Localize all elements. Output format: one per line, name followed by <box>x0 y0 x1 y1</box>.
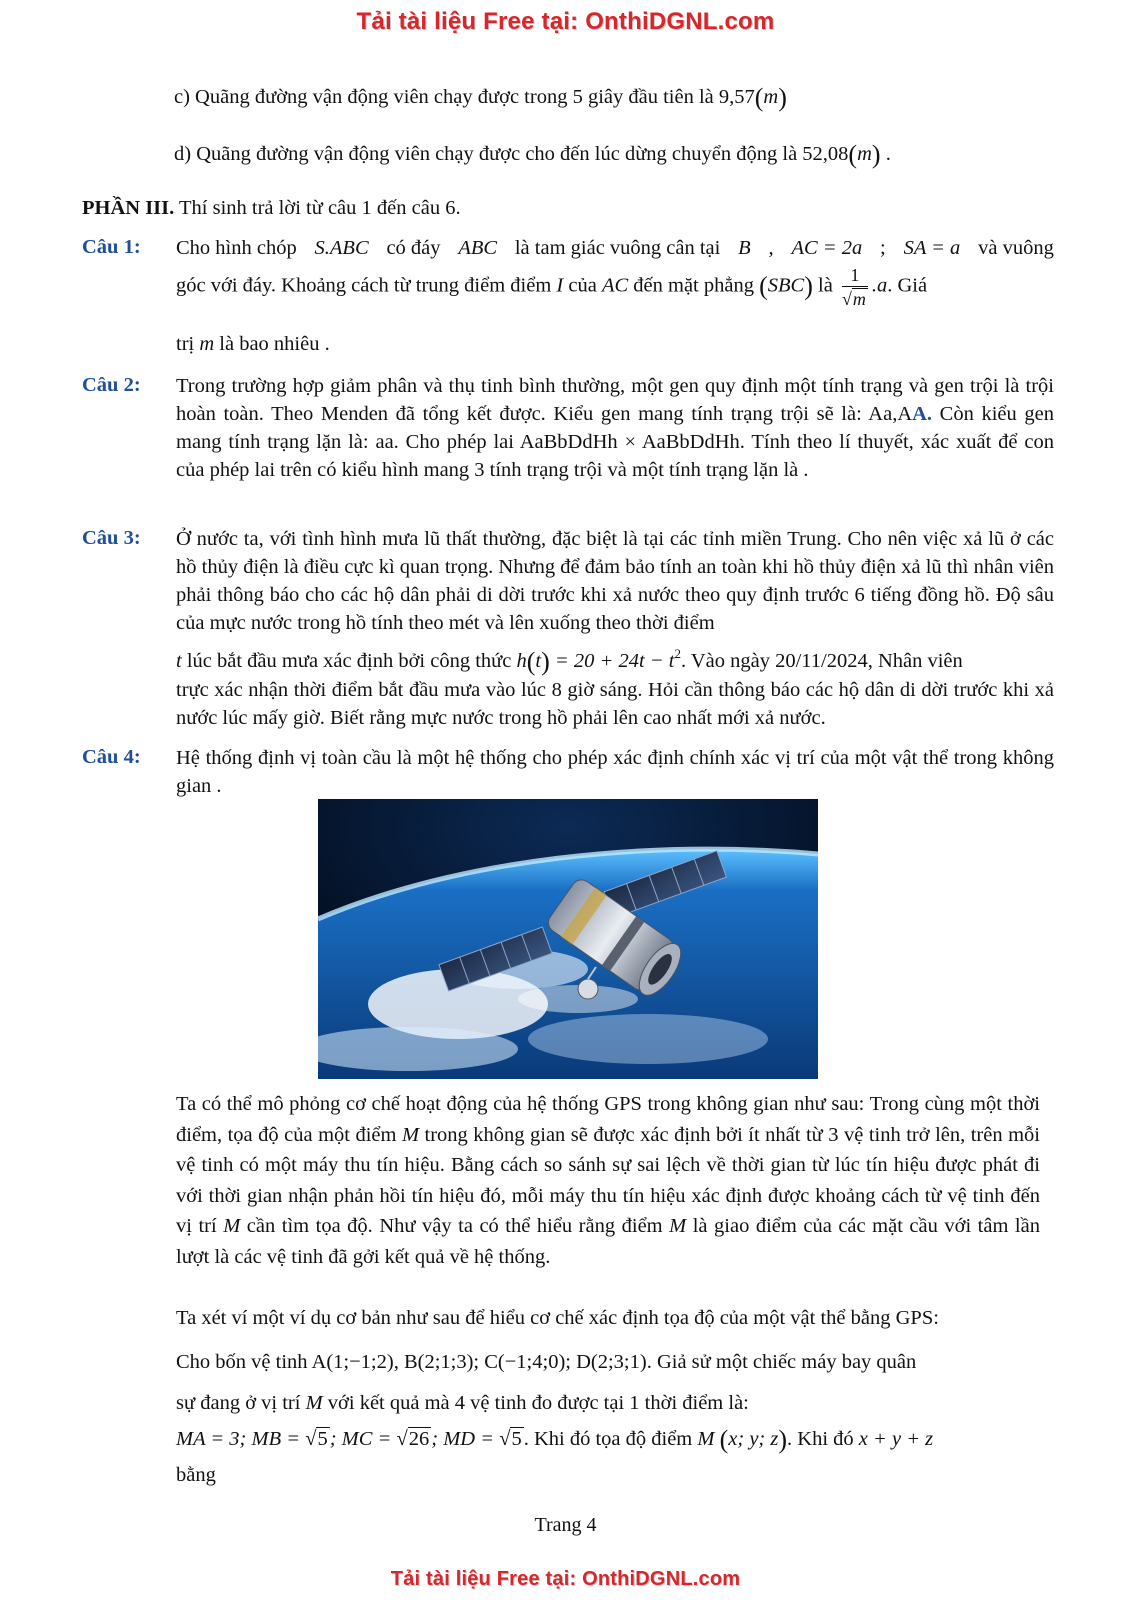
question-4-paragraph-2: Ta xét ví một ví dụ cơ bản như sau để hiểu cơ chế xác định tọa độ của một vật thể bằng GPS: <box>176 1307 939 1329</box>
part-3-title: PHẦN III. <box>82 197 175 219</box>
part-3-instructions: Thí sinh trả lời từ câu 1 đến câu 6. <box>174 197 461 219</box>
question-3-text: Ở nước ta, với tình hình mưa lũ thất thường, đặc biệt là tại các tỉnh miền Trung. Cho nên việc xả lũ ở các hồ thủy điện là điều cực kì quan trọng. Nhưng để đảm bảo tính an toàn khi hồ thủy điện xả lũ thì nhân viên phải thông báo cho các hộ dân phải di dời trước khi xả nước theo quy định trước 6 tiếng đồng hồ. Độ sâu của mực nước trong hồ tính theo mét và lên xuống theo thời điểm <box>176 528 1054 634</box>
question-4-paragraph-1: Ta có thể mô phỏng cơ chế hoạt động của hệ thống GPS trong không gian như sau: Trong cùng một thời điểm, tọa độ của một điểm M trong không gian sẽ được xác định bởi ít nhất từ 3 vệ tinh trở lên, trên mỗi vệ tinh có một máy thu tín hiệu. Bằng cách so sánh sự sai lệch về thời gian từ lúc tín hiệu được phát đi với thời gian nhận phản hồi tín hiệu đó, mỗi máy thu tín hiệu xác định được khoảng cách từ vệ tinh đến vị trí M cần tìm tọa độ. Như vậy ta có thể hiểu rằng điểm M là giao điểm của các mặt cầu với tâm lần lượt là các vệ tinh đã gởi kết quả về hệ thống. <box>176 1093 1040 1268</box>
question-3-text-end: trực xác nhận thời điểm bắt đầu mưa vào lúc 8 giờ sáng. Hỏi cần thông báo các hộ dân di dời trước khi xả nước lúc mấy giờ. Biết rằng mực nước trong hồ phải lên cao nhất mới xả nước. <box>176 679 1054 729</box>
answer-c-text: c) Quãng đường vận động viên chạy được trong 5 giây đầu tiên là 9,57 <box>174 86 755 108</box>
satellite-coordinates: A(1;−1;2), B(2;1;3); C(−1;4;0); D(2;3;1) <box>311 1351 647 1373</box>
satellite-earth-image <box>318 799 818 1079</box>
answer-d: d) Quãng đường vận động viên chạy được cho đến lúc dừng chuyển động là 52,08(m) . <box>174 140 891 169</box>
question-4-distances-line: MA = 3; MB = √5; MC = √26; MD = √5. Khi đó tọa độ điểm M (x; y; z). Khi đó x + y + z <box>176 1425 934 1454</box>
answer-c: c) Quãng đường vận động viên chạy được trong 5 giây đầu tiên là 9,57(m) <box>174 83 787 112</box>
question-4-ending: bằng <box>176 1464 216 1486</box>
question-4-satellites-line: Cho bốn vệ tinh A(1;−1;2), B(2;1;3); C(−1;4;0); D(2;3;1). Giả sử một chiếc máy bay quân <box>176 1351 917 1373</box>
answer-d-text: d) Quãng đường vận động viên chạy được cho đến lúc dừng chuyển động là 52,08 <box>174 143 849 165</box>
question-1-line2: góc với đáy. Khoảng cách từ trung điểm điểm I của AC đến mặt phẳng (SBC) là $\frac{1}{√m}$ .a. Giá <box>176 265 928 309</box>
question-3-formula-line: t lúc bắt đầu mưa xác định bởi công thức $h(t) = 20 + 24t - t^2$. Vào ngày 20/11/2024, Nhân viên <box>176 646 963 676</box>
question-4-label: Câu 4: <box>82 746 141 768</box>
question-2-label: Câu 2: <box>82 374 141 396</box>
question-2-text: Trong trường hợp giảm phân và thụ tinh bình thường, một gen quy định một tính trạng và gen trội là trội hoàn toàn. Theo Menden đã tổng kết được. Kiểu gen mang tính trạng trội sẽ là: Aa,AA. Còn kiểu gen mang tính trạng lặn là: aa. Cho phép lai AaBbDdHh × AaBbDdHh. Tính theo lí thuyết, xác xuất để con của phép lai trên có kiểu hình mang 3 tính trạng trội và một tính trạng lặn là . <box>176 375 1054 481</box>
answer-d-unit: m <box>857 143 872 165</box>
question-1-line1: Cho hình chóp S.ABC có đáy ABC là tam giác vuông cân tại B , AC = 2a ; SA = a và vuông <box>176 237 1054 259</box>
answer-c-unit: m <box>763 86 779 108</box>
question-1-line3: trị m là bao nhiêu . <box>176 333 330 355</box>
question-3-label: Câu 3: <box>82 527 141 549</box>
question-4-intro: Hệ thống định vị toàn cầu là một hệ thống cho phép xác định chính xác vị trí của một vật thể trong không gian . <box>176 747 1054 797</box>
question-1-label: Câu 1: <box>82 236 141 258</box>
header-banner[interactable]: Tải tài liệu Free tại: OnthiDGNL.com <box>356 8 775 35</box>
page-number: Trang 4 <box>534 1514 597 1536</box>
footer-banner[interactable]: Tải tài liệu Free tại: OnthiDGNL.com <box>390 1568 741 1590</box>
part-3-heading <box>82 195 461 221</box>
question-4-position-line: sự đang ở vị trí M với kết quả mà 4 vệ tinh đo được tại 1 thời điểm là: <box>176 1392 749 1414</box>
fraction-1-over-sqrt-m: $\frac{1}{√m}$ <box>841 265 866 309</box>
